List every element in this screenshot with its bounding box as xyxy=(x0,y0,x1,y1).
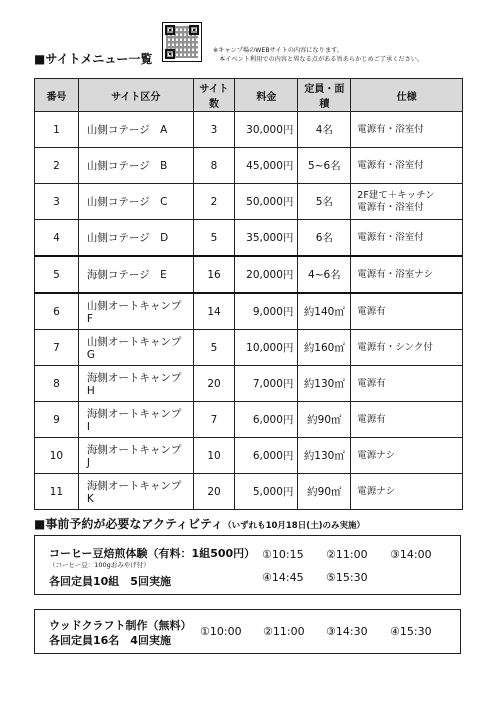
cell-capacity: 約130㎡ xyxy=(298,438,351,474)
note-line-1: ※キャンプ場のWEBサイトの内容になります。 xyxy=(213,47,343,54)
table-row xyxy=(35,256,463,293)
table-row xyxy=(35,438,463,474)
cell-capacity: 5名 xyxy=(298,184,351,220)
cell-capacity: 約140㎡ xyxy=(298,293,351,330)
cell-number: 3 xyxy=(35,184,79,220)
cell-number: 6 xyxy=(35,293,79,330)
cell-site-type: 山側コテージ D xyxy=(78,220,193,257)
woodcraft-activity-title: ウッドクラフト制作（無料） xyxy=(49,619,192,632)
cell-capacity: 約90㎡ xyxy=(298,474,351,510)
spec-line-1: 電源有・浴室付 xyxy=(357,159,424,171)
coffee-activity-sub: （コーヒー豆：100gおみやげ付） xyxy=(49,561,150,569)
spec-line-1: 電源有・浴室ナシ xyxy=(357,268,434,280)
woodcraft-time-1: ①10:00 xyxy=(200,625,242,638)
cell-site-type: 海側オートキャンプ H xyxy=(78,366,193,402)
cell-spec xyxy=(351,148,463,184)
spec-line-1: 電源有 xyxy=(357,305,386,317)
cell-capacity: 約160㎡ xyxy=(298,330,351,366)
website-note xyxy=(213,46,423,64)
cell-spec xyxy=(351,256,463,293)
cell-site-type: 山側オートキャンプ F xyxy=(78,293,193,330)
table-header-row xyxy=(35,79,463,112)
coffee-activity-capacity: 各回定員10組 5回実施 xyxy=(49,575,171,588)
cell-site-count: 10 xyxy=(193,438,235,474)
cell-number: 7 xyxy=(35,330,79,366)
table-row xyxy=(35,293,463,330)
cell-spec xyxy=(351,184,463,220)
table-row xyxy=(35,402,463,438)
site-menu-title: ■サイトメニュー一覧 xyxy=(34,52,153,66)
cell-spec xyxy=(351,293,463,330)
coffee-activity-title: コーヒー豆焙煎体験（有料：1組500円） xyxy=(49,547,256,560)
cell-site-count: 7 xyxy=(193,402,235,438)
cell-capacity: 4~6名 xyxy=(298,256,351,293)
site-menu-table xyxy=(34,78,463,510)
cell-spec xyxy=(351,112,463,148)
cell-site-count: 16 xyxy=(193,256,235,293)
qr-finder xyxy=(189,25,199,35)
table-row xyxy=(35,148,463,184)
cell-capacity: 6名 xyxy=(298,220,351,257)
table-row xyxy=(35,474,463,510)
cell-price: 5,000円 xyxy=(235,474,298,510)
cell-price: 6,000円 xyxy=(235,438,298,474)
table-row xyxy=(35,330,463,366)
cell-spec xyxy=(351,474,463,510)
spec-line-1: 電源有・シンク付 xyxy=(357,341,433,353)
cell-number: 11 xyxy=(35,474,79,510)
header-capacity: 定員・面積 xyxy=(298,79,351,112)
cell-site-type: 海側オートキャンプ J xyxy=(78,438,193,474)
coffee-time-1: ①10:15 xyxy=(262,548,304,561)
cell-spec xyxy=(351,366,463,402)
cell-price: 20,000円 xyxy=(235,256,298,293)
qr-finder xyxy=(165,49,175,59)
cell-site-count: 5 xyxy=(193,330,235,366)
coffee-time-2: ②11:00 xyxy=(326,548,368,561)
coffee-time-5: ⑤15:30 xyxy=(326,571,368,584)
cell-site-count: 3 xyxy=(193,112,235,148)
coffee-activity-box xyxy=(34,535,461,595)
cell-site-count: 5 xyxy=(193,220,235,257)
cell-price: 35,000円 xyxy=(235,220,298,257)
activities-title xyxy=(34,515,365,532)
cell-site-count: 20 xyxy=(193,366,235,402)
woodcraft-activity-box xyxy=(34,609,461,654)
cell-spec xyxy=(351,438,463,474)
spec-line-1: 電源有 xyxy=(357,413,386,425)
woodcraft-time-2: ②11:00 xyxy=(263,625,305,638)
cell-site-type: 山側コテージ C xyxy=(78,184,193,220)
table-row xyxy=(35,366,463,402)
cell-number: 5 xyxy=(35,256,79,293)
cell-capacity: 4名 xyxy=(298,112,351,148)
cell-number: 4 xyxy=(35,220,79,257)
woodcraft-activity-capacity: 各回定員16名 4回実施 xyxy=(49,634,171,647)
table-row xyxy=(35,112,463,148)
header-site-type: サイト区分 xyxy=(78,79,193,112)
cell-spec xyxy=(351,220,463,257)
cell-price: 7,000円 xyxy=(235,366,298,402)
note-line-2: 本イベント利用での内容と異なる点がある旨あらかじめご了承ください。 xyxy=(219,56,424,63)
cell-site-count: 8 xyxy=(193,148,235,184)
cell-capacity: 約90㎡ xyxy=(298,402,351,438)
spec-line-1: 電源有 xyxy=(357,377,386,389)
table-row xyxy=(35,184,463,220)
activities-title-text: ■事前予約が必要なアクティビティ xyxy=(34,517,224,531)
cell-price: 30,000円 xyxy=(235,112,298,148)
cell-site-type: 山側コテージ A xyxy=(78,112,193,148)
cell-site-count: 2 xyxy=(193,184,235,220)
cell-price: 6,000円 xyxy=(235,402,298,438)
cell-capacity: 約130㎡ xyxy=(298,366,351,402)
header-number: 番号 xyxy=(35,79,79,112)
cell-site-type: 海側オートキャンプ I xyxy=(78,402,193,438)
cell-site-type: 山側コテージ B xyxy=(78,148,193,184)
cell-spec xyxy=(351,402,463,438)
cell-price: 10,000円 xyxy=(235,330,298,366)
cell-spec xyxy=(351,330,463,366)
cell-price: 50,000円 xyxy=(235,184,298,220)
cell-site-type: 山側オートキャンプ G xyxy=(78,330,193,366)
cell-number: 8 xyxy=(35,366,79,402)
spec-line-1: 電源ナシ xyxy=(357,485,396,497)
spec-line-1: 2F建て＋キッチン xyxy=(357,189,435,201)
spec-line-1: 電源ナシ xyxy=(357,449,396,461)
cell-site-type: 海側オートキャンプ K xyxy=(78,474,193,510)
header-site-count: サイト数 xyxy=(193,79,235,112)
spec-line-1: 電源有・浴室付 xyxy=(357,231,424,243)
cell-number: 2 xyxy=(35,148,79,184)
cell-price: 9,000円 xyxy=(235,293,298,330)
spec-line-2: 電源有・浴室付 xyxy=(357,201,424,213)
coffee-time-4: ④14:45 xyxy=(262,571,304,584)
table-row xyxy=(35,220,463,257)
cell-number: 10 xyxy=(35,438,79,474)
header-price: 料金 xyxy=(235,79,298,112)
header-spec: 仕様 xyxy=(351,79,463,112)
activities-date-note: （いずれも10月18日(土)のみ実施） xyxy=(223,521,365,531)
cell-capacity: 5~6名 xyxy=(298,148,351,184)
cell-site-count: 20 xyxy=(193,474,235,510)
woodcraft-time-3: ③14:30 xyxy=(326,625,368,638)
woodcraft-time-4: ④15:30 xyxy=(390,625,432,638)
cell-site-type: 海側コテージ E xyxy=(78,256,193,293)
cell-number: 9 xyxy=(35,402,79,438)
cell-site-count: 14 xyxy=(193,293,235,330)
coffee-time-3: ③14:00 xyxy=(390,548,432,561)
qr-finder xyxy=(165,25,175,35)
cell-price: 45,000円 xyxy=(235,148,298,184)
cell-number: 1 xyxy=(35,112,79,148)
qr-code[interactable] xyxy=(162,22,202,62)
spec-line-1: 電源有・浴室付 xyxy=(357,123,424,135)
